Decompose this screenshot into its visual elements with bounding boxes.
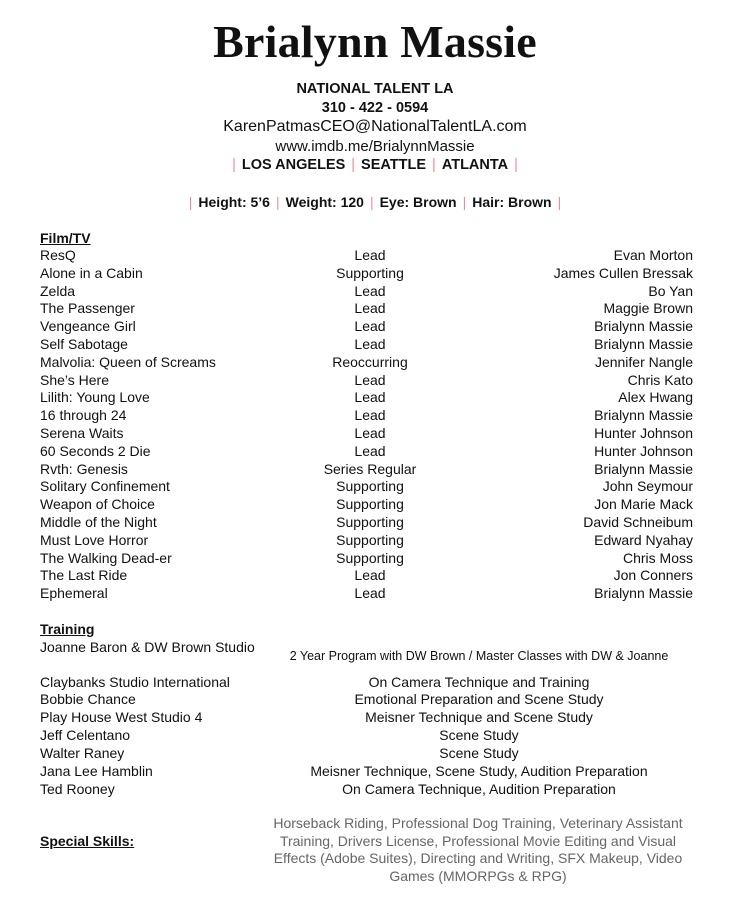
separator: | [275, 194, 280, 210]
credit-director: Brialynn Massie [594, 336, 693, 352]
actor-name: Brialynn Massie [213, 16, 537, 67]
credit-director: Brialynn Massie [594, 460, 693, 477]
training-program: On Camera Technique, Audition Preparation [342, 781, 616, 797]
credit-director: David Schneibum [583, 514, 693, 530]
credit-director: Hunter Johnson [594, 442, 693, 459]
credit-row [40, 531, 693, 549]
credit-title: ResQ [40, 247, 76, 263]
credit-role: Supporting [336, 531, 404, 548]
credit-role: Lead [354, 567, 386, 584]
separator: | [462, 194, 467, 210]
credit-director: Jon Marie Mack [594, 496, 693, 513]
credit-director: Chris Kato [627, 371, 693, 388]
credit-director: Bo Yan [648, 282, 693, 299]
credit-row [40, 388, 693, 406]
separator: | [188, 194, 193, 210]
separator: | [432, 157, 436, 173]
credit-row [40, 513, 693, 531]
training-program: 2 Year Program with DW Brown / Master Classes with DW & Joanne [289, 649, 669, 663]
credit-role: Lead [354, 300, 386, 317]
physical-stats [0, 192, 750, 212]
credit-title: Ephemeral [40, 585, 108, 602]
credit-row [40, 495, 693, 513]
credit-title: The Passenger [40, 300, 135, 317]
stat-height: Height: 5’6 [198, 194, 270, 210]
credit-role: Lead [354, 318, 386, 335]
credit-row [40, 406, 693, 424]
credit-role: Lead [354, 336, 386, 352]
credit-row [40, 282, 693, 300]
training-heading: Training [40, 621, 95, 637]
credit-title: Weapon of Choice [40, 496, 155, 513]
stat-eye: Eye: Brown [379, 194, 457, 210]
city-seattle: SEATTLE [361, 157, 427, 173]
credit-director: Hunter Johnson [594, 425, 693, 441]
credit-role: Lead [354, 389, 386, 406]
credit-role: Lead [354, 442, 386, 459]
credit-row [40, 477, 693, 495]
training-program: On Camera Technique and Training [368, 674, 590, 690]
training-program: Meisner Technique, Scene Study, Audition Preparation [310, 763, 648, 779]
credit-title: The Walking Dead-er [40, 549, 172, 566]
credit-title: Alone in a Cabin [40, 264, 143, 281]
credit-role: Lead [354, 282, 386, 299]
training-school: Jeff Celentano [40, 727, 131, 743]
credit-row [40, 299, 693, 317]
credit-row [40, 335, 693, 353]
stat-weight: Weight: 120 [285, 194, 364, 210]
credit-role: Supporting [336, 264, 404, 281]
credit-role: Supporting [336, 549, 404, 566]
credit-role: Supporting [336, 514, 404, 530]
credit-title: Middle of the Night [40, 514, 157, 530]
training-school: Ted Rooney [40, 781, 115, 797]
credit-row [40, 584, 693, 602]
credit-director: Maggie Brown [603, 300, 693, 317]
credit-row [40, 317, 693, 335]
credit-title: Malvolia: Queen of Screams [40, 353, 216, 370]
credit-director: Jon Conners [613, 567, 693, 584]
credit-row [40, 264, 693, 282]
training-school: Bobbie Chance [40, 691, 136, 707]
training-school: Walter Raney [40, 745, 125, 761]
credit-director: Brialynn Massie [594, 318, 693, 335]
credit-director: James Cullen Bressak [553, 264, 693, 281]
credit-director: Brialynn Massie [594, 407, 693, 424]
credit-director: John Seymour [602, 478, 693, 495]
credit-role: Lead [354, 425, 386, 441]
credit-director: Edward Nyahay [594, 531, 693, 548]
agency-name: NATIONAL TALENT LA [296, 81, 454, 97]
training-school: Play House West Studio 4 [40, 709, 203, 725]
stat-hair: Hair: Brown [472, 194, 552, 210]
training-school: Joanne Baron & DW Brown Studio [40, 639, 255, 655]
imdb-link: www.imdb.me/BrialynnMassie [275, 138, 475, 155]
credit-row [40, 566, 693, 584]
credit-title: Zelda [40, 282, 76, 299]
credit-row [40, 442, 693, 460]
credit-title: Must Love Horror [40, 531, 149, 548]
city-list [0, 155, 750, 175]
credit-row [40, 424, 693, 442]
credit-row [40, 371, 693, 389]
credit-title: Solitary Confinement [40, 478, 170, 495]
separator: | [369, 194, 374, 210]
city-atlanta: ATLANTA [441, 157, 509, 173]
credit-role: Supporting [336, 478, 404, 495]
city-los-angeles: LOS ANGELES [241, 157, 346, 173]
training-program: Scene Study [439, 745, 519, 761]
credit-title: Vengeance Girl [40, 318, 136, 335]
separator: | [351, 157, 356, 173]
credit-title: Rvth: Genesis [40, 460, 128, 477]
credit-row [40, 246, 693, 264]
separator: | [232, 157, 236, 173]
credit-role: Supporting [336, 496, 404, 513]
credit-role: Lead [354, 585, 386, 602]
credit-row [40, 353, 693, 371]
credit-title: Lilith: Young Love [40, 389, 150, 406]
credit-role: Series Regular [323, 460, 417, 477]
credit-director: Brialynn Massie [594, 585, 693, 602]
credit-director: Jennifer Nangle [594, 353, 693, 370]
training-program: Meisner Technique and Scene Study [365, 709, 593, 725]
agency-phone: 310 - 422 - 0594 [321, 100, 429, 116]
credit-role: Reoccurring [332, 353, 408, 370]
agency-email: KarenPatmasCEO@NationalTalentLA.com [223, 118, 527, 135]
credit-role: Lead [354, 371, 386, 388]
credit-title: The Last Ride [40, 567, 128, 584]
special-skills-text: Horseback Riding, Professional Dog Training, Veterinary Assistant Training, Drivers License, Professional Movie Editing and Visual Effects (Adobe Suites), Directing and Writing, SFX Makeup, Video Games (MMORPGs & RPG) [273, 815, 683, 884]
credit-title: 16 through 24 [40, 407, 127, 424]
film-tv-heading: Film/TV [40, 230, 91, 246]
training-program: Scene Study [439, 727, 519, 743]
training-school: Claybanks Studio International [40, 674, 230, 690]
credit-row [40, 460, 693, 478]
credit-role: Lead [354, 407, 386, 424]
credit-director: Alex Hwang [618, 389, 693, 406]
credit-title: 60 Seconds 2 Die [40, 442, 151, 459]
credit-row [40, 549, 693, 567]
credit-director: Evan Morton [613, 247, 693, 263]
credit-title: She’s Here [40, 371, 110, 388]
separator: | [557, 194, 562, 210]
training-program: Emotional Preparation and Scene Study [354, 691, 604, 707]
separator: | [514, 157, 518, 173]
credit-director: Chris Moss [622, 549, 693, 566]
credit-title: Serena Waits [40, 425, 124, 441]
credit-title: Self Sabotage [40, 336, 128, 352]
special-skills-heading: Special Skills: [40, 833, 135, 849]
training-school: Jana Lee Hamblin [40, 763, 153, 779]
credit-role: Lead [354, 247, 386, 263]
